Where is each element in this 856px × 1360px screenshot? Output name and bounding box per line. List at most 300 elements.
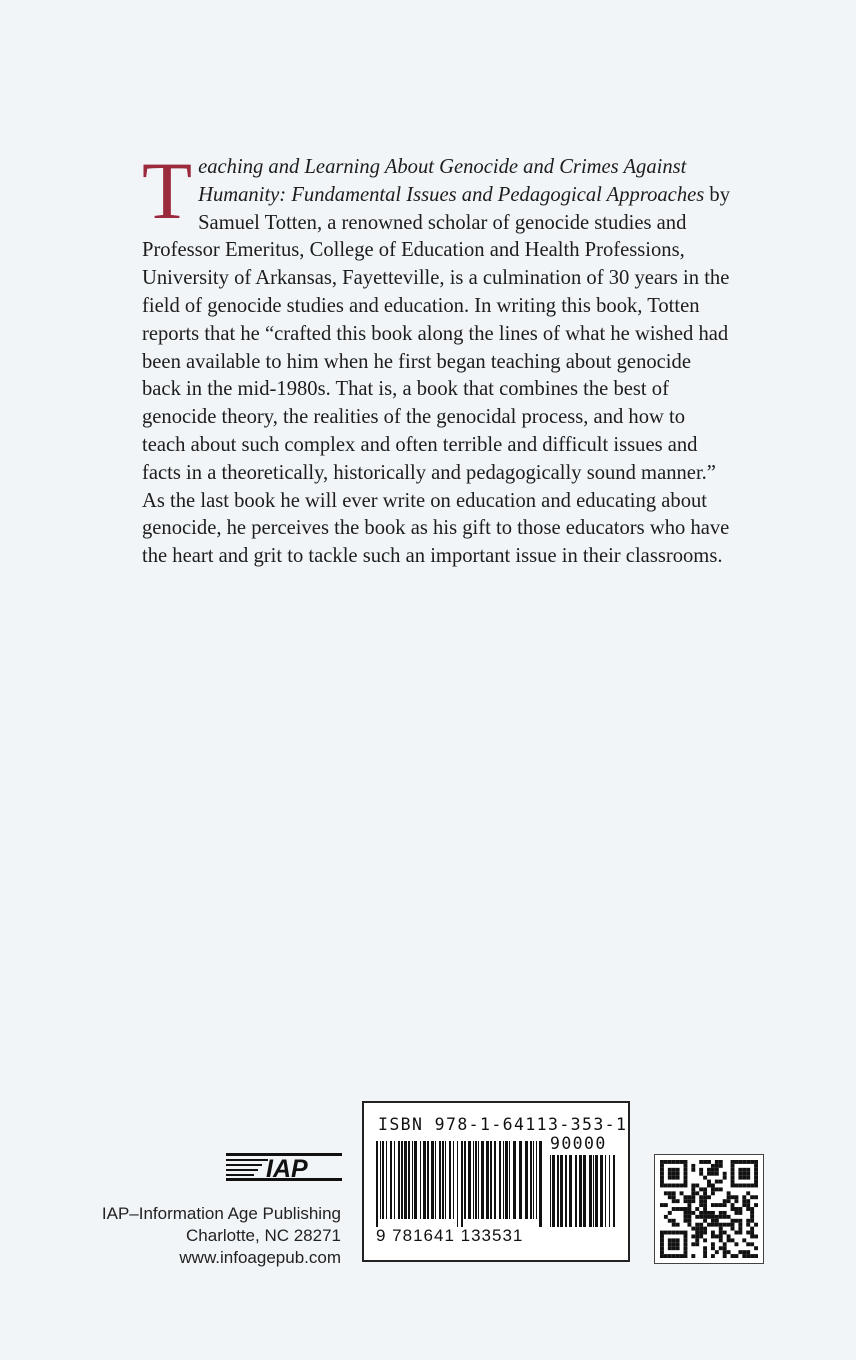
qr-module [684,1231,688,1235]
qr-module [684,1195,688,1199]
barcode-bar [453,1141,454,1219]
qr-module [684,1207,688,1211]
qr-module [695,1191,699,1195]
qr-module [668,1246,672,1250]
publisher-website: www.infoagepub.com [179,1248,341,1267]
qr-module [668,1231,672,1235]
qr-module [703,1160,707,1164]
qr-module [684,1211,688,1215]
qr-module [691,1199,695,1203]
qr-module [672,1195,676,1199]
qr-module [711,1254,715,1258]
qr-module [731,1207,735,1211]
qr-module [754,1160,758,1164]
barcode-bar [486,1141,489,1219]
qr-module [703,1219,707,1223]
qr-module [707,1180,711,1184]
qr-module [754,1223,758,1227]
barcode-bar [461,1141,463,1227]
qr-module [731,1160,735,1164]
qr-module [723,1199,727,1203]
ean-barcode-bars [376,1141,542,1227]
qr-module [746,1160,750,1164]
qr-module [731,1168,735,1172]
qr-module [695,1227,699,1231]
qr-module [660,1164,664,1168]
qr-module [731,1164,735,1168]
qr-module [660,1242,664,1246]
qr-module [707,1211,711,1215]
qr-module [738,1168,742,1172]
qr-module [711,1168,715,1172]
qr-module [684,1172,688,1176]
qr-module [723,1231,727,1235]
qr-module [699,1199,703,1203]
qr-module [703,1254,707,1258]
qr-module [723,1246,727,1250]
qr-module [703,1227,707,1231]
barcode-bar [525,1141,528,1219]
qr-module [731,1184,735,1188]
qr-module [750,1242,754,1246]
qr-module [687,1211,691,1215]
qr-module [691,1187,695,1191]
qr-module [684,1250,688,1254]
qr-module [703,1231,707,1235]
qr-module [687,1215,691,1219]
qr-module [738,1219,742,1223]
qr-module [687,1199,691,1203]
qr-module [699,1172,703,1176]
qr-module [715,1180,719,1184]
qr-module [684,1160,688,1164]
qr-module [703,1191,707,1195]
barcode-bar [386,1141,387,1219]
barcode-bar [583,1155,586,1227]
qr-module [711,1172,715,1176]
qr-module [727,1223,731,1227]
qr-module [668,1211,672,1215]
qr-module [668,1242,672,1246]
qr-module [715,1234,719,1238]
qr-module [750,1234,754,1238]
qr-module [742,1172,746,1176]
barcode-bar [560,1155,563,1227]
qr-module [699,1160,703,1164]
qr-module [719,1246,723,1250]
qr-module [691,1195,695,1199]
barcode-bar [536,1141,537,1219]
barcode-bar [499,1141,501,1219]
qr-module [703,1211,707,1215]
ean-digits: 9 781641 133531 [376,1226,524,1245]
qr-module [676,1246,680,1250]
qr-module [754,1234,758,1238]
qr-module [676,1207,680,1211]
barcode-bar [550,1155,551,1227]
barcode-bar [509,1141,510,1219]
qr-module [742,1176,746,1180]
qr-module [668,1219,672,1223]
qr-module [715,1223,719,1227]
qr-module [691,1242,695,1246]
qr-module [660,1238,664,1242]
qr-module [672,1160,676,1164]
qr-module [660,1180,664,1184]
qr-module [719,1234,723,1238]
qr-module [727,1195,731,1199]
qr-module [711,1231,715,1235]
qr-module [746,1250,750,1254]
qr-module [731,1176,735,1180]
qr-module [707,1195,711,1199]
qr-module [750,1219,754,1223]
qr-module [711,1234,715,1238]
barcode-bar [609,1155,610,1227]
qr-module [742,1250,746,1254]
qr-module [660,1234,664,1238]
barcode-bar [404,1141,407,1219]
publisher-info [102,1203,341,1269]
qr-module [750,1207,754,1211]
qr-module [738,1207,742,1211]
qr-module [750,1215,754,1219]
qr-module [734,1195,738,1199]
publisher-city: Charlotte, NC 28271 [186,1226,341,1245]
qr-module [731,1203,735,1207]
qr-module [672,1207,676,1211]
barcode-bar [376,1141,378,1227]
barcode-bar [468,1141,471,1219]
barcode-bar [519,1141,522,1219]
barcode-bar [552,1155,555,1227]
barcode-bar [390,1141,392,1219]
qr-module [738,1160,742,1164]
qr-module [742,1199,746,1203]
qr-module [699,1215,703,1219]
qr-module [691,1211,695,1215]
qr-module [684,1215,688,1219]
barcode-bar [380,1141,381,1219]
qr-module [680,1191,684,1195]
qr-module [731,1227,735,1231]
barcode-bar [490,1141,492,1219]
qr-module [660,1250,664,1254]
qr-module [711,1223,715,1227]
barcode-bar [613,1155,615,1227]
qr-module [676,1231,680,1235]
qr-module [672,1242,676,1246]
barcode-bar [605,1155,606,1227]
qr-module [695,1231,699,1235]
qr-module [734,1207,738,1211]
qr-module [703,1246,707,1250]
qr-module [680,1184,684,1188]
qr-module [715,1219,719,1223]
qr-module [738,1184,742,1188]
qr-module [703,1238,707,1242]
qr-module [723,1223,727,1227]
qr-module [738,1227,742,1231]
barcode-bar [481,1141,484,1219]
qr-module [684,1164,688,1168]
qr-module [746,1172,750,1176]
qr-module [703,1187,707,1191]
qr-module [707,1223,711,1227]
qr-module [664,1254,668,1258]
qr-module [672,1172,676,1176]
qr-module [746,1207,750,1211]
barcode-bar [427,1141,429,1219]
barcode-bar [431,1141,434,1219]
qr-module [719,1231,723,1235]
qr-module [754,1180,758,1184]
qr-module [695,1223,699,1227]
qr-module [684,1246,688,1250]
qr-module [754,1184,758,1188]
qr-module [727,1191,731,1195]
qr-module [695,1238,699,1242]
qr-module [715,1215,719,1219]
qr-module [672,1254,676,1258]
qr-module [746,1231,750,1235]
qr-module [691,1254,695,1258]
qr-module [687,1223,691,1227]
barcode-bar [505,1141,508,1219]
qr-module [660,1231,664,1235]
qr-module [731,1223,735,1227]
qr-module [699,1234,703,1238]
qr-module [719,1215,723,1219]
barcode-bar [420,1141,421,1219]
qr-module [715,1164,719,1168]
qr-module [746,1168,750,1172]
qr-module [699,1203,703,1207]
qr-module [676,1223,680,1227]
qr-module [734,1254,738,1258]
qr-module [660,1160,664,1164]
qr-module [672,1246,676,1250]
qr-module [727,1215,731,1219]
qr-module [742,1160,746,1164]
drop-cap: T [142,145,193,236]
qr-module [731,1180,735,1184]
qr-module [691,1168,695,1172]
qr-module [676,1238,680,1242]
qr-module [684,1254,688,1258]
qr-module [719,1227,723,1231]
qr-module [723,1203,727,1207]
qr-module [691,1184,695,1188]
qr-module [711,1211,715,1215]
qr-module [746,1176,750,1180]
barcode-bar [414,1141,417,1219]
qr-module [719,1203,723,1207]
qr-module [676,1160,680,1164]
qr-module [691,1191,695,1195]
qr-module [699,1223,703,1227]
qr-module [754,1203,758,1207]
barcode-bar [464,1141,466,1219]
barcode-bar [401,1141,403,1219]
barcode-bar [533,1141,534,1219]
qr-module [664,1191,668,1195]
qr-module [684,1238,688,1242]
qr-module [664,1215,668,1219]
barcode-bar [539,1141,542,1227]
qr-module [731,1238,735,1242]
qr-module [695,1234,699,1238]
qr-module [727,1199,731,1203]
barcode-bar [595,1155,598,1227]
qr-module [668,1184,672,1188]
qr-module [668,1160,672,1164]
qr-module [699,1227,703,1231]
qr-module [727,1234,731,1238]
barcode-bar [530,1141,532,1219]
qr-module [742,1254,746,1258]
barcode-bar [442,1141,444,1219]
qr-module [684,1234,688,1238]
qr-module [750,1160,754,1164]
qr-module [668,1176,672,1180]
qr-module [699,1211,703,1215]
qr-code [654,1154,764,1264]
qr-module [711,1164,715,1168]
qr-module [734,1199,738,1203]
barcode-bar [513,1141,516,1219]
barcode-bar [412,1141,413,1219]
barcode-bar [423,1141,426,1219]
qr-module [672,1191,676,1195]
qr-module [738,1176,742,1180]
qr-module [754,1168,758,1172]
qr-module [684,1180,688,1184]
barcode-bar [565,1155,567,1227]
qr-module [680,1254,684,1258]
qr-module [731,1172,735,1176]
qr-module [719,1211,723,1215]
qr-module [672,1238,676,1242]
qr-module [695,1184,699,1188]
qr-module [715,1168,719,1172]
qr-module [723,1254,727,1258]
qr-module [668,1238,672,1242]
qr-module [687,1195,691,1199]
qr-module [703,1250,707,1254]
qr-module [660,1203,664,1207]
qr-module [660,1184,664,1188]
iap-logo [226,1150,342,1184]
qr-module [734,1231,738,1235]
qr-module [754,1176,758,1180]
qr-module [723,1172,727,1176]
qr-module [711,1242,715,1246]
qr-module [734,1184,738,1188]
publisher-name: IAP–Information Age Publishing [101,1204,341,1223]
qr-module [668,1195,672,1199]
qr-module [707,1168,711,1172]
qr-module [660,1168,664,1172]
qr-module [703,1215,707,1219]
iap-logo-text: IAP [266,1155,308,1183]
barcode-bar [382,1141,384,1219]
qr-module [719,1187,723,1191]
barcode-bar [575,1155,577,1227]
barcode-bar [503,1141,504,1219]
barcode-bar [473,1141,474,1219]
qr-module [676,1199,680,1203]
qr-module [734,1219,738,1223]
qr-module [746,1223,750,1227]
qr-module [695,1207,699,1211]
qr-module [742,1203,746,1207]
qr-module [754,1164,758,1168]
qr-module [691,1227,695,1231]
qr-module [684,1199,688,1203]
qr-module [750,1195,754,1199]
barcode-bar [589,1155,592,1227]
qr-module [723,1242,727,1246]
qr-module [715,1187,719,1191]
barcode-bar [445,1141,446,1219]
barcode-bar [457,1141,458,1227]
qr-module [668,1168,672,1172]
qr-module [711,1187,715,1191]
qr-module [746,1203,750,1207]
qr-module [707,1215,711,1219]
qr-module [734,1211,738,1215]
qr-module [746,1219,750,1223]
qr-module [746,1254,750,1258]
qr-module [687,1219,691,1223]
qr-module [727,1238,731,1242]
qr-module [711,1219,715,1223]
qr-module [699,1195,703,1199]
qr-module [699,1231,703,1235]
qr-module [711,1246,715,1250]
qr-module [684,1176,688,1180]
qr-module [742,1238,746,1242]
qr-module [723,1176,727,1180]
qr-module [715,1172,719,1176]
qr-module [687,1203,691,1207]
qr-module [715,1160,719,1164]
barcode-bar [494,1141,496,1219]
qr-module [723,1250,727,1254]
barcode-bar [579,1155,582,1227]
qr-module [711,1191,715,1195]
qr-module [738,1211,742,1215]
isbn-barcode [362,1101,630,1262]
qr-module [734,1160,738,1164]
qr-module [731,1195,735,1199]
qr-module [738,1250,742,1254]
qr-module [676,1172,680,1176]
qr-module [738,1223,742,1227]
qr-module [672,1219,676,1223]
qr-module [684,1242,688,1246]
qr-module [664,1231,668,1235]
barcode-bar [569,1155,572,1227]
blurb-paragraph [142,145,732,571]
addon-barcode-bars [550,1155,620,1235]
qr-module [676,1254,680,1258]
qr-module [676,1176,680,1180]
qr-module [703,1207,707,1211]
qr-module [750,1211,754,1215]
qr-module [699,1168,703,1172]
